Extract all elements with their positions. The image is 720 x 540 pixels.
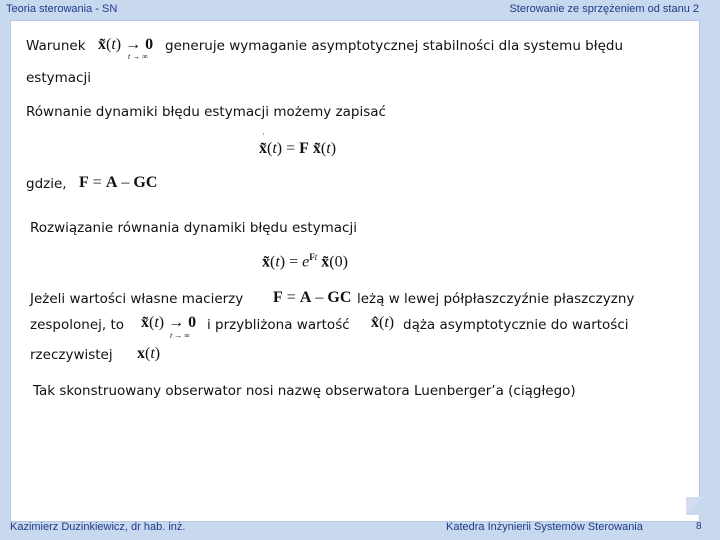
text-zespolonej: zespolonej, to bbox=[30, 317, 125, 333]
footer-page-number: 8 bbox=[696, 521, 702, 532]
formula-F-definition-2: F = A – GC bbox=[273, 289, 352, 306]
text-rozwiazanie: Rozwiązanie równania dynamiki błędu estymacji bbox=[30, 220, 357, 236]
formula-limit-1: x̃(t) → 0 bbox=[98, 36, 154, 53]
text-line1-rest: generuje wymaganie asymptotycznej stabilności dla systemu błędu bbox=[165, 38, 624, 54]
footer-author: Kazimierz Duzinkiewicz, dr hab. inż. bbox=[10, 521, 186, 533]
text-estymacji: estymacji bbox=[26, 70, 91, 86]
text-leza: leżą w lewej półpłaszczyźnie płaszczyzny bbox=[357, 291, 635, 307]
text-warunek: Warunek bbox=[26, 38, 86, 54]
text-luenberger: Tak skonstruowany obserwator nosi nazwę obserwatora Luenberger’a (ciągłego) bbox=[33, 383, 576, 399]
formula-x: x(t) bbox=[137, 345, 161, 362]
text-jezeli: Jeżeli wartości własne macierzy bbox=[30, 291, 244, 307]
header-course-title: Teoria sterowania - SN bbox=[6, 3, 118, 15]
text-rzeczywistej: rzeczywistej bbox=[30, 347, 113, 363]
text-gdzie: gdzie, bbox=[26, 176, 67, 192]
content-panel bbox=[10, 20, 700, 522]
formula-dot-marker: · bbox=[262, 130, 265, 139]
text-rownanie-dynamiki: Równanie dynamiki błędu estymacji możemy zapisać bbox=[26, 104, 386, 120]
formula-solution: x̃(t) = $e^{Ft}$ x̃(0) bbox=[262, 252, 348, 271]
formula-error-dynamics: x̃(t) = F x̃(t) bbox=[259, 140, 337, 157]
formula-limit-1-sub: t → ∞ bbox=[128, 52, 148, 61]
text-dazy: dąża asymptotycznie do wartości bbox=[403, 317, 629, 333]
header-section-title: Sterowanie ze sprzężeniem od stanu 2 bbox=[509, 3, 699, 15]
formula-limit-2: x̃(t) → 0 bbox=[141, 314, 197, 331]
footer-department: Katedra Inżynierii Systemów Sterowania bbox=[446, 521, 643, 533]
formula-F-definition: F = A – GC bbox=[79, 174, 158, 191]
formula-xhat: x̂(t) bbox=[371, 314, 395, 331]
formula-limit-2-sub: t → ∞ bbox=[170, 331, 190, 340]
page-fold-corner bbox=[686, 497, 704, 515]
text-przyblizona: i przybliżona wartość bbox=[207, 317, 350, 333]
